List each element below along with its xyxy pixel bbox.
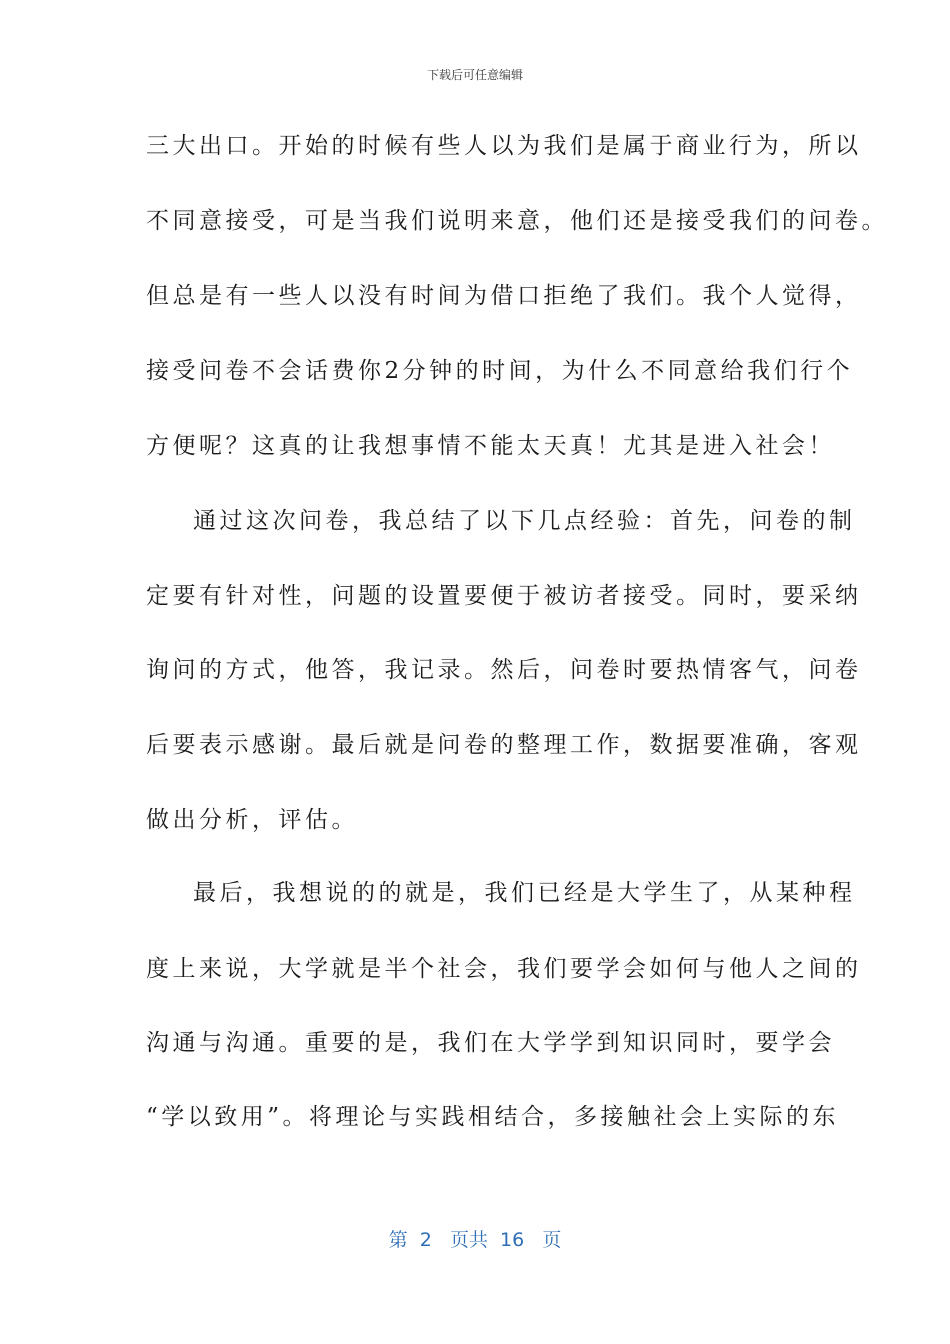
text-line: 通过这次问卷，我总结了以下几点经验：首先，问卷的制 <box>193 508 856 534</box>
text-line: 最后，我想说的的就是，我们已经是大学生了，从某种程 <box>193 880 856 906</box>
text-line: “学以致用”。将理论与实践相结合，多接触社会上实际的东 <box>146 1104 840 1130</box>
text-line: 方便呢？这真的让我想事情不能太天真！尤其是进入社会！ <box>146 433 835 459</box>
text-line: 做出分析，评估。 <box>146 807 358 833</box>
text-line: 接受问卷不会话费你2分钟的时间，为什么不同意给我们行个 <box>146 358 854 384</box>
text-line: 后要表示感谢。最后就是问卷的整理工作，数据要准确，客观 <box>146 732 862 758</box>
text-line: 定要有针对性，问题的设置要便于被访者接受。同时，要采纳 <box>146 583 862 609</box>
page-number-footer: 第 2 页共 16 页 <box>388 1229 562 1251</box>
text-line: 不同意接受，可是当我们说明来意，他们还是接受我们的问卷。 <box>146 208 888 234</box>
page-header: 下载后可任意编辑 <box>426 68 523 82</box>
text-line: 沟通与沟通。重要的是，我们在大学学到知识同时，要学会 <box>146 1030 835 1056</box>
text-line: 三大出口。开始的时候有些人以为我们是属于商业行为，所以 <box>146 133 862 159</box>
text-line: 但总是有一些人以没有时间为借口拒绝了我们。我个人觉得， <box>146 283 862 309</box>
text-line: 度上来说，大学就是半个社会，我们要学会如何与他人之间的 <box>146 956 862 982</box>
text-line: 询问的方式，他答，我记录。然后，问卷时要热情客气，问卷 <box>146 657 862 683</box>
